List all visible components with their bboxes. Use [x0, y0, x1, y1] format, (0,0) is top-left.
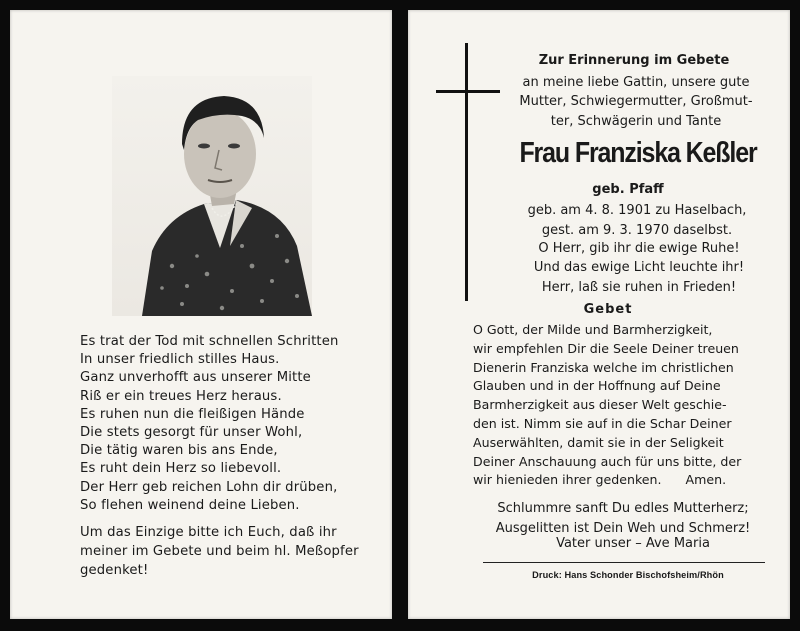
prayer-line: Deiner Anschauung auch für uns bitte, der — [473, 453, 742, 469]
eternal-rest-prayer — [494, 239, 784, 297]
left-card — [10, 10, 392, 619]
poem-line: Der Herr geb reichen Lohn dir drüben, — [80, 479, 338, 495]
prayer-line: den ist. Nimm sie auf in die Schar Deiner — [473, 415, 732, 431]
prayer-heading: Gebet — [583, 302, 633, 317]
life-dates — [503, 201, 771, 240]
closing-line: Schlummre sanft Du edles Mutterherz; — [497, 501, 749, 516]
eternal-rest-line: Und das ewige Licht leuchte ihr! — [533, 260, 745, 276]
printer-credit: Druck: Hans Schonder Bischofsheim/Rhön — [532, 570, 724, 580]
our-father-line: Vater unser – Ave Maria — [556, 536, 710, 551]
poem-line: Es trat der Tod mit schnellen Schritten — [80, 334, 339, 349]
memory-heading: Zur Erinnerung im Gebete — [538, 53, 730, 68]
portrait-illustration — [112, 76, 312, 316]
prayer-line: Glauben und in der Hoffnung auf Deine — [473, 378, 721, 394]
right-card — [408, 10, 790, 619]
portrait-photo — [112, 76, 312, 316]
cross-icon — [465, 43, 468, 301]
maiden-name: geb. Pfaff — [592, 182, 664, 197]
plea-line: meiner im Gebete und beim hl. Meßopfer — [80, 543, 359, 559]
poem-line: In unser friedlich stilles Haus. — [80, 352, 280, 368]
poem-line: So flehen weinend deine Lieben. — [80, 497, 300, 513]
prayer-line: Dienerin Franziska welche im christlichen — [473, 359, 734, 375]
closing-verse — [478, 499, 768, 538]
eternal-rest-line: Herr, laß sie ruhen in Frieden! — [541, 279, 737, 295]
poem-line: Die tätig waren bis ans Ende, — [80, 443, 278, 459]
cross-icon-bar — [436, 90, 500, 93]
birth-date: geb. am 4. 8. 1901 zu Haselbach, — [527, 203, 747, 218]
memorial-poem — [80, 333, 380, 515]
prayer-line: O Gott, der Milde und Barmherzigkeit, — [473, 322, 713, 337]
dedication — [500, 73, 772, 131]
closing-line: Ausgelitten ist Dein Weh und Schmerz! — [495, 520, 751, 536]
poem-line: Es ruhen nun die fleißigen Hände — [80, 406, 305, 422]
prayer-line: Barmherzigkeit aus dieser Welt geschie- — [473, 397, 727, 413]
deceased-name: Frau Franziska Keßler — [519, 137, 757, 169]
prayer-line: wir empfehlen Dir die Seele Deiner treuen — [473, 340, 739, 356]
prayer-line: Auserwählten, damit sie in der Seligkeit — [473, 434, 724, 450]
prayer-text — [473, 321, 752, 490]
poem-line: Die stets gesorgt für unser Wohl, — [80, 425, 303, 441]
death-date: gest. am 9. 3. 1970 daselbst. — [541, 222, 733, 238]
poem-line: Riß er ein treues Herz heraus. — [80, 388, 282, 404]
eternal-rest-line: O Herr, gib ihr die ewige Ruhe! — [538, 241, 740, 256]
plea-line: gedenket! — [80, 562, 149, 578]
dedication-line: ter, Schwägerin und Tante — [550, 113, 722, 129]
plea-line: Um das Einzige bitte ich Euch, daß ihr — [80, 525, 337, 540]
prayer-request — [80, 524, 380, 580]
dedication-line: Mutter, Schwiegermutter, Großmut- — [519, 94, 753, 110]
divider — [483, 562, 765, 563]
prayer-line: wir hienieden ihrer gedenken. Amen. — [473, 472, 727, 488]
dedication-line: an meine liebe Gattin, unsere gute — [522, 75, 750, 90]
poem-line: Es ruht dein Herz so liebevoll. — [80, 461, 282, 477]
poem-line: Ganz unverhofft aus unserer Mitte — [80, 370, 311, 386]
